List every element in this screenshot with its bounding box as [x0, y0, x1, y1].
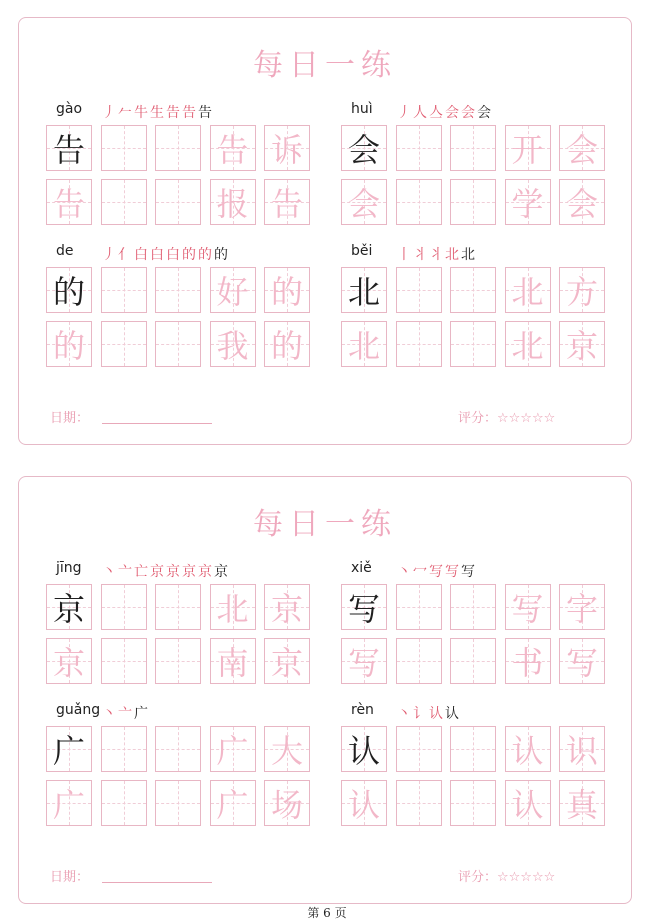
stroke-step: 的 — [198, 247, 212, 263]
stroke-step: 丶 — [102, 564, 116, 580]
writing-grid-cell[interactable] — [264, 780, 310, 826]
trace-character — [102, 585, 146, 629]
trace-character — [397, 322, 441, 366]
trace-character — [156, 781, 200, 825]
trace-character: 北 — [511, 327, 544, 365]
stroke-step: 白 — [150, 247, 164, 263]
trace-character — [102, 322, 146, 366]
writing-grid-cell[interactable] — [396, 179, 442, 225]
writing-grid-cell[interactable] — [46, 267, 92, 313]
writing-grid-cell[interactable] — [559, 321, 605, 367]
writing-grid-cell[interactable] — [505, 267, 551, 313]
writing-grid-cell[interactable] — [210, 267, 256, 313]
stroke-order — [397, 102, 493, 122]
date-input-line[interactable] — [102, 882, 212, 883]
trace-character: 广 — [216, 732, 249, 770]
model-character: 广 — [52, 732, 85, 770]
stroke-step: 亠 — [118, 564, 132, 580]
trace-character: 书 — [511, 644, 544, 682]
stroke-step: 北 — [461, 247, 475, 263]
stroke-step: 会 — [461, 105, 475, 121]
writing-grid-cell[interactable] — [396, 638, 442, 684]
writing-grid-cell[interactable] — [210, 584, 256, 630]
trace-character — [156, 322, 200, 366]
stroke-step: 丨 — [397, 247, 411, 263]
trace-character: 认 — [511, 786, 544, 824]
writing-grid-cell[interactable] — [264, 638, 310, 684]
writing-grid-cell[interactable] — [264, 267, 310, 313]
writing-grid-cell[interactable] — [559, 267, 605, 313]
writing-grid-cell[interactable] — [559, 638, 605, 684]
trace-character: 我 — [216, 327, 249, 365]
writing-grid-cell[interactable] — [505, 179, 551, 225]
writing-grid-cell[interactable] — [46, 584, 92, 630]
writing-grid-cell[interactable] — [46, 321, 92, 367]
stroke-step: 京 — [150, 564, 164, 580]
stroke-step: 丶 — [397, 564, 411, 580]
trace-character: 报 — [216, 185, 249, 223]
model-character: 告 — [52, 131, 85, 169]
model-character: 的 — [52, 273, 85, 311]
stroke-step: 丿 — [102, 247, 116, 263]
trace-character: 大 — [270, 732, 303, 770]
trace-character — [397, 180, 441, 224]
writing-grid-cell[interactable] — [155, 780, 201, 826]
trace-character — [156, 126, 200, 170]
writing-grid-cell[interactable] — [559, 584, 605, 630]
stroke-step: 告 — [182, 105, 196, 121]
trace-character: 京 — [270, 590, 303, 628]
stroke-step: 丶 — [102, 706, 116, 722]
writing-grid-cell[interactable] — [505, 125, 551, 171]
trace-character: 认 — [347, 786, 380, 824]
writing-grid-cell[interactable] — [341, 321, 387, 367]
pinyin-label: xiě — [351, 560, 372, 576]
stroke-step: 京 — [182, 564, 196, 580]
trace-character: 写 — [511, 590, 544, 628]
stroke-step: 认 — [445, 706, 459, 722]
pinyin-label: gào — [56, 101, 83, 117]
trace-character — [156, 639, 200, 683]
trace-character — [451, 585, 495, 629]
pinyin-label: jīng — [56, 560, 82, 576]
writing-grid-cell[interactable] — [396, 780, 442, 826]
writing-grid-cell[interactable] — [341, 726, 387, 772]
writing-grid-cell[interactable] — [396, 584, 442, 630]
model-character: 京 — [52, 590, 85, 628]
trace-character: 告 — [52, 185, 85, 223]
writing-grid-cell[interactable] — [505, 780, 551, 826]
writing-grid-cell[interactable] — [264, 584, 310, 630]
stroke-step: 白 — [166, 247, 180, 263]
writing-grid-cell[interactable] — [450, 726, 496, 772]
trace-character: 学 — [511, 185, 544, 223]
date-label: 日期： — [50, 870, 90, 885]
trace-character: 北 — [216, 590, 249, 628]
writing-grid-cell[interactable] — [450, 584, 496, 630]
trace-character — [451, 268, 495, 312]
trace-character: 北 — [347, 327, 380, 365]
writing-grid-cell[interactable] — [450, 179, 496, 225]
trace-character: 识 — [565, 732, 598, 770]
writing-grid-cell[interactable] — [341, 125, 387, 171]
practice-card — [18, 476, 632, 904]
writing-grid-cell[interactable] — [101, 584, 147, 630]
pinyin-label: guǎng — [56, 702, 101, 718]
stroke-step: 写 — [445, 564, 459, 580]
model-character: 认 — [347, 732, 380, 770]
writing-grid-cell[interactable] — [155, 125, 201, 171]
score-rating[interactable]: 评分：☆☆☆☆☆ — [458, 411, 556, 426]
trace-character: 广 — [216, 786, 249, 824]
writing-grid-cell[interactable] — [46, 179, 92, 225]
stroke-step: 写 — [461, 564, 475, 580]
model-character: 会 — [347, 131, 380, 169]
stroke-step: 生 — [150, 105, 164, 121]
trace-character — [451, 639, 495, 683]
page-number: 第 6 页 — [307, 906, 347, 920]
stroke-step: 丶 — [397, 706, 411, 722]
stroke-step: 亼 — [429, 105, 443, 121]
trace-character — [397, 639, 441, 683]
stroke-step: 冖 — [413, 564, 427, 580]
trace-character — [397, 126, 441, 170]
trace-character: 广 — [52, 786, 85, 824]
trace-character: 京 — [270, 644, 303, 682]
stroke-order — [102, 703, 150, 723]
writing-grid-cell[interactable] — [101, 267, 147, 313]
trace-character: 写 — [565, 644, 598, 682]
trace-character — [102, 639, 146, 683]
writing-grid-cell[interactable] — [155, 584, 201, 630]
trace-character — [102, 727, 146, 771]
writing-grid-cell[interactable] — [155, 179, 201, 225]
writing-grid-cell[interactable] — [396, 267, 442, 313]
trace-character — [451, 322, 495, 366]
stroke-step: 告 — [198, 105, 212, 121]
trace-character — [156, 727, 200, 771]
stroke-order — [102, 244, 230, 264]
stroke-order — [397, 561, 477, 581]
trace-character: 南 — [216, 644, 249, 682]
stroke-step: 京 — [214, 564, 228, 580]
pinyin-label: huì — [351, 101, 373, 117]
stroke-step: 白 — [134, 247, 148, 263]
trace-character: 会 — [347, 185, 380, 223]
writing-grid-cell[interactable] — [559, 125, 605, 171]
model-character: 北 — [347, 273, 380, 311]
writing-grid-cell[interactable] — [155, 267, 201, 313]
trace-character: 会 — [565, 185, 598, 223]
writing-grid-cell[interactable] — [155, 321, 201, 367]
writing-grid-cell[interactable] — [101, 780, 147, 826]
stroke-order — [102, 561, 230, 581]
date-label: 日期： — [50, 411, 90, 426]
writing-grid-cell[interactable] — [264, 726, 310, 772]
writing-grid-cell[interactable] — [341, 780, 387, 826]
writing-grid-cell[interactable] — [396, 125, 442, 171]
stroke-step: 讠 — [413, 706, 427, 722]
trace-character — [102, 126, 146, 170]
writing-grid-cell[interactable] — [210, 638, 256, 684]
stroke-order — [397, 244, 477, 264]
trace-character: 告 — [216, 131, 249, 169]
trace-character — [102, 781, 146, 825]
writing-grid-cell[interactable] — [341, 638, 387, 684]
trace-character: 方 — [565, 273, 598, 311]
trace-character: 字 — [565, 590, 598, 628]
trace-character: 好 — [216, 273, 249, 311]
trace-character: 的 — [270, 327, 303, 365]
writing-grid-cell[interactable] — [46, 780, 92, 826]
card-title: 每日一练 — [253, 507, 397, 542]
writing-grid-cell[interactable] — [46, 125, 92, 171]
stroke-step: 的 — [214, 247, 228, 263]
writing-grid-cell[interactable] — [46, 726, 92, 772]
stroke-step: 北 — [445, 247, 459, 263]
stroke-order — [397, 703, 461, 723]
writing-grid-cell[interactable] — [155, 726, 201, 772]
stroke-step: 广 — [134, 706, 148, 722]
trace-character: 会 — [565, 131, 598, 169]
trace-character: 真 — [565, 786, 598, 824]
writing-grid-cell[interactable] — [505, 584, 551, 630]
writing-grid-cell[interactable] — [46, 638, 92, 684]
trace-character — [156, 180, 200, 224]
writing-grid-cell[interactable] — [396, 726, 442, 772]
stroke-step: 𠂉 — [118, 105, 132, 121]
trace-character: 告 — [270, 185, 303, 223]
pinyin-label: de — [56, 243, 74, 259]
stroke-step: 京 — [166, 564, 180, 580]
trace-character: 京 — [52, 644, 85, 682]
stroke-step: 认 — [429, 706, 443, 722]
stroke-step: 亠 — [118, 706, 132, 722]
stroke-step: 亻 — [118, 247, 132, 263]
writing-grid-cell[interactable] — [101, 179, 147, 225]
writing-grid-cell[interactable] — [505, 638, 551, 684]
model-character: 写 — [347, 590, 380, 628]
writing-grid-cell[interactable] — [559, 179, 605, 225]
stroke-step: 会 — [477, 105, 491, 121]
writing-grid-cell[interactable] — [210, 780, 256, 826]
writing-grid-cell[interactable] — [341, 584, 387, 630]
stroke-step: 亡 — [134, 564, 148, 580]
stroke-step: 告 — [166, 105, 180, 121]
writing-grid-cell[interactable] — [559, 780, 605, 826]
trace-character: 诉 — [270, 131, 303, 169]
stroke-step: 丬 — [413, 247, 427, 263]
trace-character: 写 — [347, 644, 380, 682]
writing-grid-cell[interactable] — [101, 125, 147, 171]
trace-character — [397, 727, 441, 771]
stroke-step: 牛 — [134, 105, 148, 121]
trace-character: 北 — [511, 273, 544, 311]
practice-card — [18, 17, 632, 445]
pinyin-label: rèn — [351, 702, 374, 718]
stroke-order — [102, 102, 214, 122]
stroke-step: 会 — [445, 105, 459, 121]
writing-grid-cell[interactable] — [210, 726, 256, 772]
trace-character — [451, 180, 495, 224]
writing-grid-cell[interactable] — [341, 179, 387, 225]
writing-grid-cell[interactable] — [210, 179, 256, 225]
writing-grid-cell[interactable] — [505, 726, 551, 772]
writing-grid-cell[interactable] — [396, 321, 442, 367]
trace-character: 认 — [511, 732, 544, 770]
writing-grid-cell[interactable] — [101, 638, 147, 684]
trace-character — [102, 268, 146, 312]
trace-character — [397, 268, 441, 312]
trace-character — [451, 727, 495, 771]
trace-character — [451, 126, 495, 170]
writing-grid-cell[interactable] — [101, 321, 147, 367]
writing-grid-cell[interactable] — [264, 179, 310, 225]
writing-grid-cell[interactable] — [559, 726, 605, 772]
card-title: 每日一练 — [253, 48, 397, 83]
trace-character — [156, 268, 200, 312]
writing-grid-cell[interactable] — [210, 321, 256, 367]
score-rating[interactable]: 评分：☆☆☆☆☆ — [458, 870, 556, 885]
date-input-line[interactable] — [102, 423, 212, 424]
trace-character — [156, 585, 200, 629]
writing-grid-cell[interactable] — [341, 267, 387, 313]
writing-grid-cell[interactable] — [155, 638, 201, 684]
stroke-step: 的 — [182, 247, 196, 263]
trace-character: 的 — [270, 273, 303, 311]
trace-character: 的 — [52, 327, 85, 365]
writing-grid-cell[interactable] — [264, 321, 310, 367]
writing-grid-cell[interactable] — [450, 125, 496, 171]
trace-character: 开 — [511, 131, 544, 169]
writing-grid-cell[interactable] — [210, 125, 256, 171]
trace-character — [397, 781, 441, 825]
writing-grid-cell[interactable] — [450, 638, 496, 684]
trace-character: 京 — [565, 327, 598, 365]
stroke-step: 丬 — [429, 247, 443, 263]
stroke-step: 丿 — [102, 105, 116, 121]
writing-grid-cell[interactable] — [505, 321, 551, 367]
stroke-step: 京 — [198, 564, 212, 580]
trace-character: 场 — [270, 786, 303, 824]
writing-grid-cell[interactable] — [450, 267, 496, 313]
writing-grid-cell[interactable] — [101, 726, 147, 772]
stroke-step: 丿 — [397, 105, 411, 121]
stroke-step: 写 — [429, 564, 443, 580]
trace-character — [102, 180, 146, 224]
pinyin-label: běi — [351, 243, 373, 259]
trace-character — [397, 585, 441, 629]
writing-grid-cell[interactable] — [264, 125, 310, 171]
writing-grid-cell[interactable] — [450, 321, 496, 367]
stroke-step: 人 — [413, 105, 427, 121]
writing-grid-cell[interactable] — [450, 780, 496, 826]
trace-character — [451, 781, 495, 825]
